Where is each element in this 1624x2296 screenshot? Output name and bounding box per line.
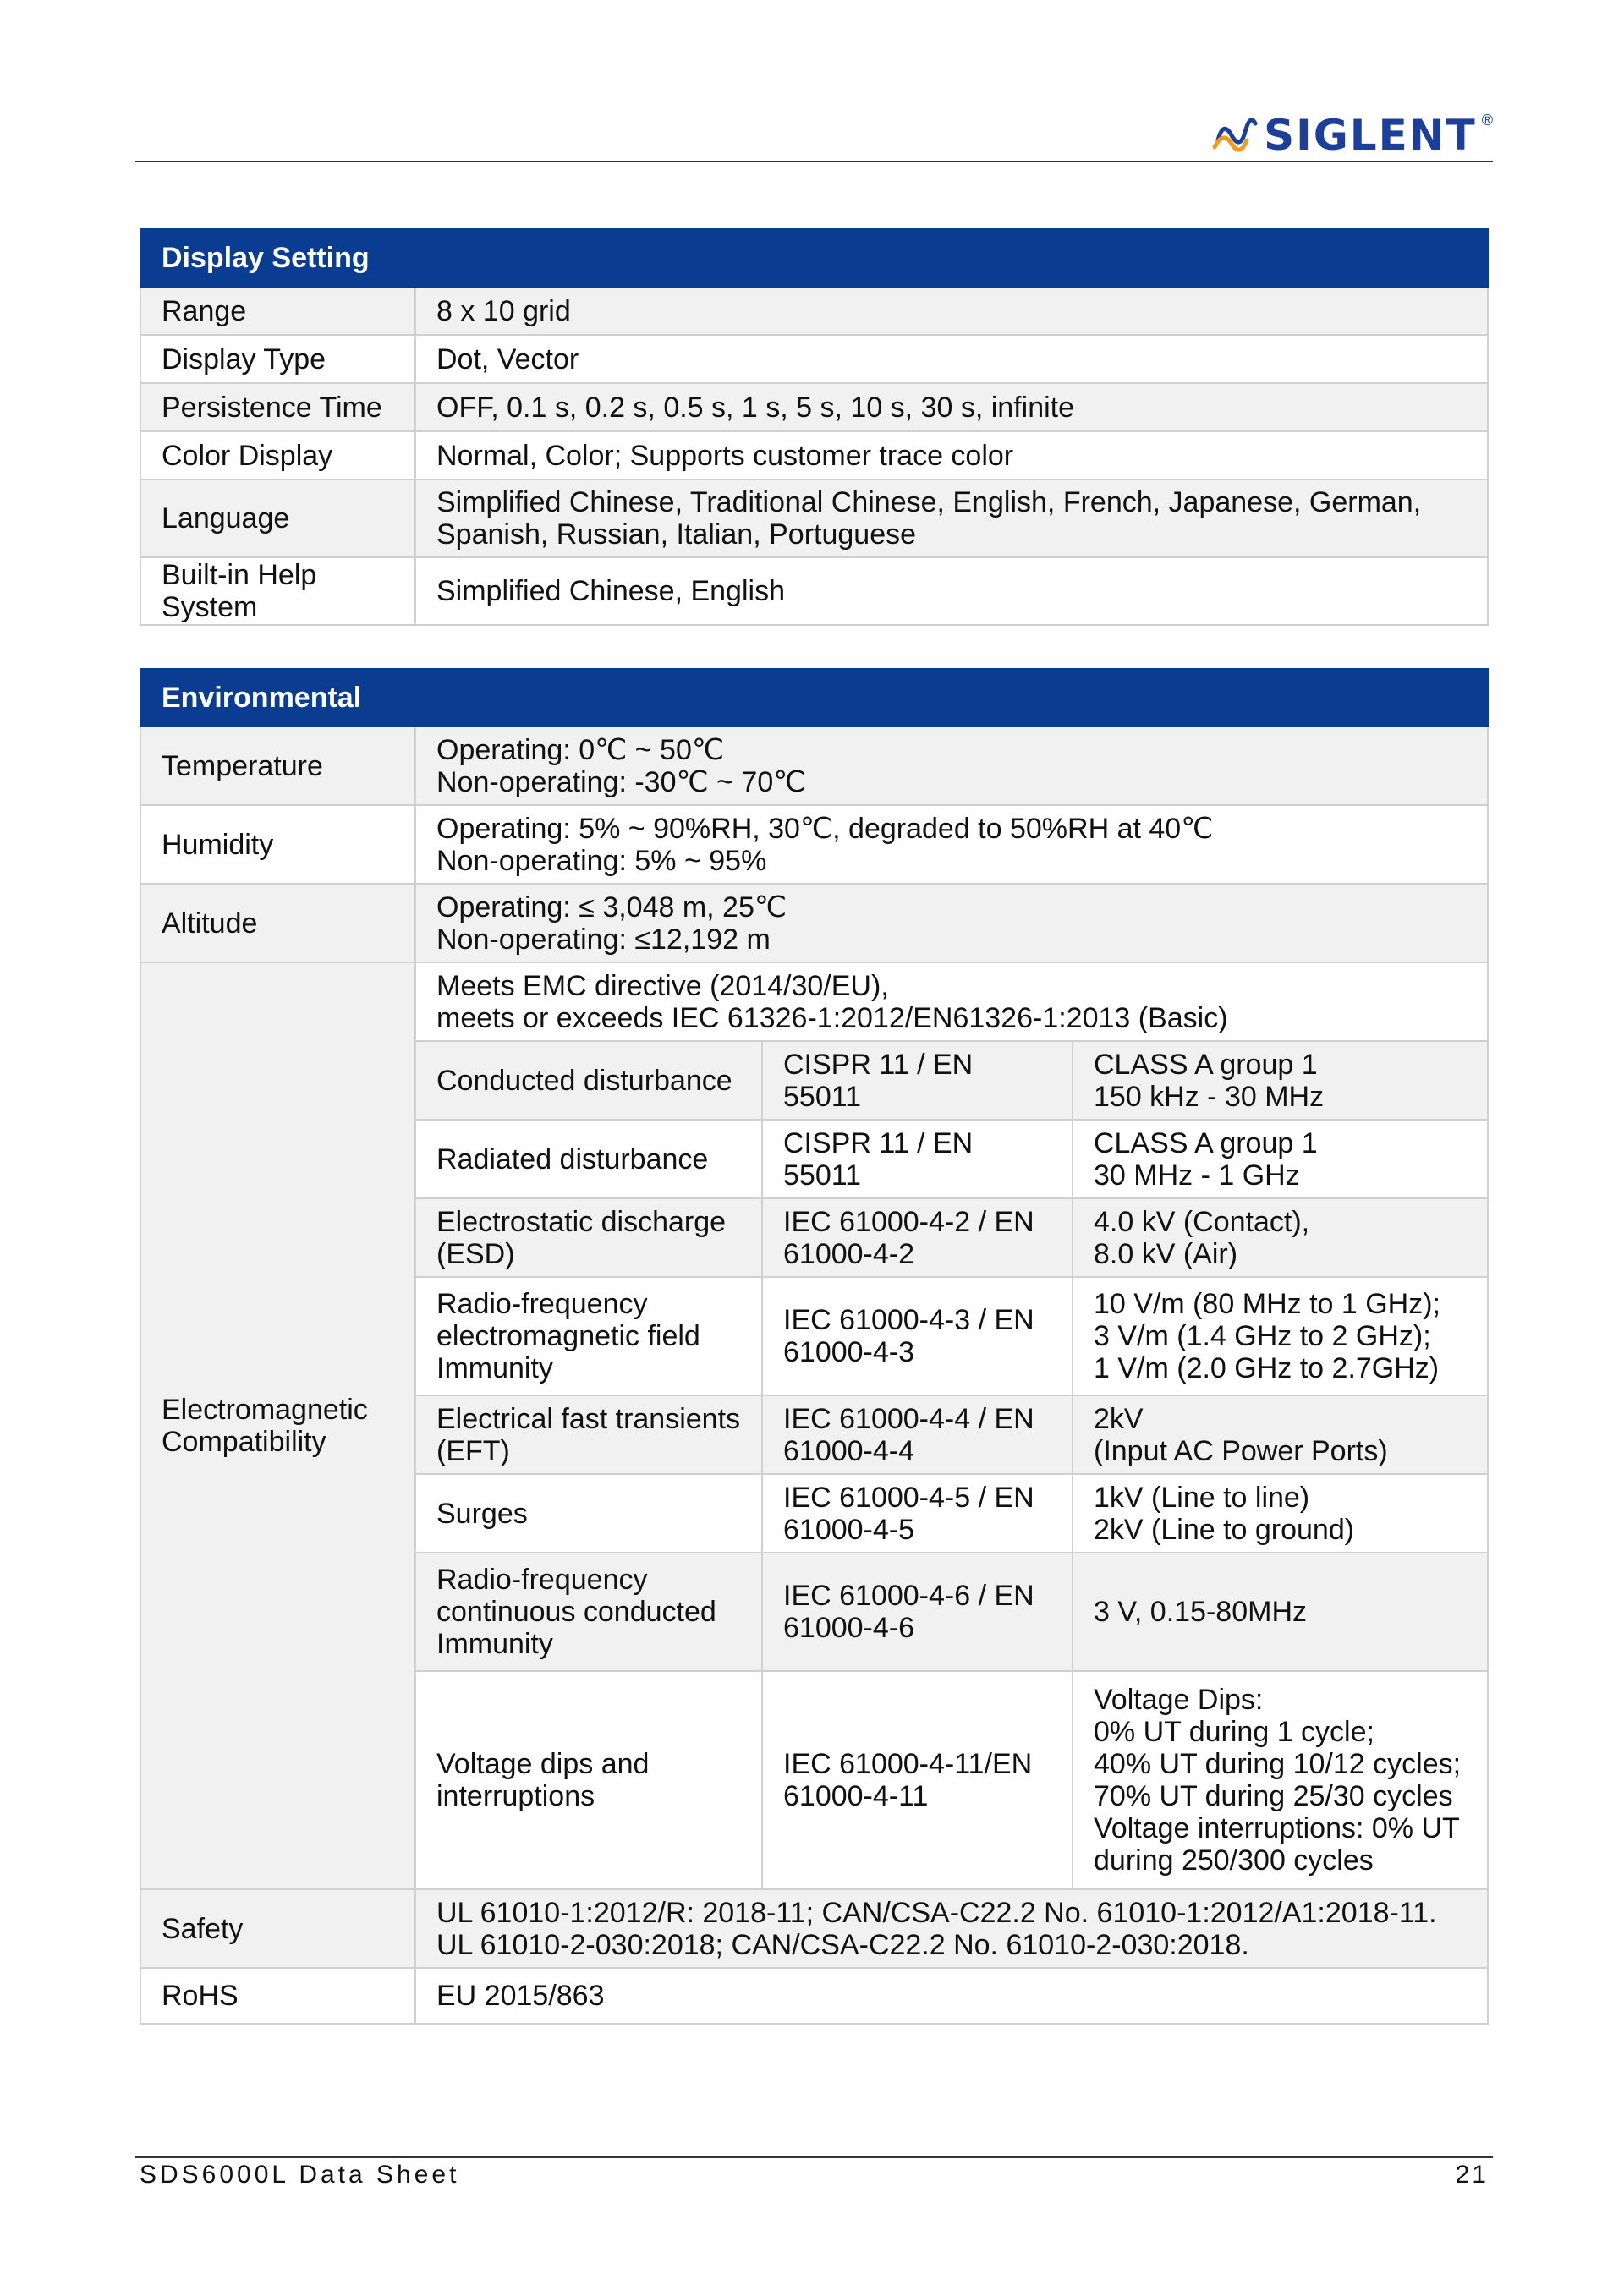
value-line: Simplified Chinese, English [436,575,785,607]
level-line: during 250/300 cycles [1094,1844,1374,1877]
level-line: CLASS A group 1 [1094,1048,1318,1081]
emc-standard [762,1277,1073,1395]
level-line: 10 V/m (80 MHz to 1 GHz); [1094,1288,1440,1320]
label-line: Display Type [162,342,326,375]
emc-level [1073,1474,1488,1553]
emc-standard [762,1553,1073,1671]
test-line: Immunity [436,1352,553,1384]
row-label [140,383,415,431]
row-label: RoHS [140,1968,415,2024]
row-label: Altitude [140,884,415,962]
emc-standard [762,1120,1073,1198]
row-label [140,479,415,557]
value-line: Normal, Color; Supports customer trace color [436,439,1014,472]
row-value [415,557,1488,625]
test-line: electromagnetic field [436,1320,700,1352]
test-line: Electrical fast transients [436,1402,741,1435]
level-line: 3 V, 0.15-80MHz [1094,1596,1307,1628]
value-line: UL 61010-1:2012/R: 2018-11; CAN/CSA-C22.2 No. 61010-1:2012/A1:2018-11. [436,1896,1437,1929]
emc-test [415,1277,762,1395]
label-line: Range [162,294,247,327]
value-line: Non-operating: ≤12,192 m [436,923,771,956]
value-line: meets or exceeds IEC 61326-1:2012/EN61326-1:2013 (Basic) [436,1001,1228,1034]
level-line: Voltage Dips: [1094,1684,1264,1716]
test-line: Radio-frequency [436,1288,648,1320]
test-line: Surges [436,1497,528,1530]
value-line: Meets EMC directive (2014/30/EU), [436,969,889,1002]
test-line: continuous conducted [436,1596,716,1628]
standard-line: CISPR 11 / EN [783,1048,974,1081]
test-line: (EFT) [436,1434,510,1467]
emc-standard [762,1198,1073,1277]
level-line: 4.0 kV (Contact), [1094,1205,1310,1238]
row-label: Safety [140,1889,415,1968]
level-line: Voltage interruptions: 0% UT [1094,1812,1460,1844]
level-line: 0% UT during 1 cycle; [1094,1716,1374,1748]
page-number: 21 [1455,2161,1489,2189]
row-value [415,805,1488,884]
section-title: Display Setting [140,229,1488,287]
label-line: Compatibility [162,1426,326,1458]
doc-title: SDS6000L Data Sheet [140,2161,460,2189]
row-label [140,287,415,335]
row-value [415,1889,1488,1968]
standard-line: IEC 61000-4-11/EN [783,1748,1033,1780]
emc-intro [415,962,1488,1041]
test-line: Immunity [436,1628,553,1660]
level-line: 2kV (Line to ground) [1094,1513,1355,1546]
test-line: (ESD) [436,1237,515,1270]
label-line: System [162,591,258,623]
row-value [415,726,1488,805]
standard-line: CISPR 11 / EN [783,1126,974,1159]
environmental-table [140,668,1489,2025]
level-line: CLASS A group 1 [1094,1126,1318,1159]
value-line: 8 x 10 grid [436,294,571,327]
value-line: Operating: 5% ~ 90%RH, 30℃, degraded to 50%RH at 40℃ [436,812,1214,845]
standard-line: 55011 [783,1159,862,1192]
value-line: Simplified Chinese, Traditional Chinese, English, French, Japanese, German, [436,486,1422,518]
emc-standard [762,1474,1073,1553]
value-line: Non-operating: 5% ~ 95% [436,844,767,877]
value-line: OFF, 0.1 s, 0.2 s, 0.5 s, 1 s, 5 s, 10 s, 30 s, infinite [436,391,1075,424]
level-line: (Input AC Power Ports) [1094,1434,1388,1467]
emc-standard [762,1041,1073,1120]
test-line: Conducted disturbance [436,1064,732,1097]
logo-wordmark: SIGLENT [1264,111,1477,160]
standard-line: IEC 61000-4-4 / EN [783,1402,1034,1435]
label-line: Persistence Time [162,391,382,424]
label-line: Color Display [162,439,333,472]
emc-level [1073,1553,1488,1671]
section-title: Environmental [140,669,1488,726]
value-line: Dot, Vector [436,342,579,375]
row-value [415,884,1488,962]
level-line: 1 V/m (2.0 GHz to 2.7GHz) [1094,1352,1440,1384]
footer-divider [135,2156,1493,2158]
row-label: Temperature [140,726,415,805]
emc-test [415,1120,762,1198]
standard-line: 61000-4-6 [783,1612,915,1644]
standard-line: 61000-4-4 [783,1434,915,1467]
emc-label [140,962,415,1889]
level-line: 8.0 kV (Air) [1094,1237,1238,1270]
emc-level [1073,1041,1488,1120]
level-line: 3 V/m (1.4 GHz to 2 GHz); [1094,1320,1431,1352]
row-label [140,335,415,383]
emc-standard [762,1395,1073,1474]
test-line: Electrostatic discharge [436,1205,727,1238]
label-line: Electromagnetic [162,1394,368,1426]
standard-line: 61000-4-5 [783,1513,915,1546]
standard-line: 61000-4-2 [783,1237,915,1270]
emc-level [1073,1277,1488,1395]
level-line: 70% UT during 25/30 cycles [1094,1780,1453,1812]
level-line: 150 kHz - 30 MHz [1094,1080,1325,1113]
emc-test [415,1474,762,1553]
siglent-wave-icon [1211,112,1259,159]
standard-line: 61000-4-3 [783,1336,915,1368]
value-line: Non-operating: -30℃ ~ 70℃ [436,765,806,798]
value-line: EU 2015/863 [436,1980,605,2012]
standard-line: 55011 [783,1080,862,1113]
siglent-logo [1211,110,1493,161]
standard-line: IEC 61000-4-6 / EN [783,1580,1034,1612]
value-line: Operating: ≤ 3,048 m, 25℃ [436,890,787,923]
header-divider [135,161,1493,162]
standard-line: IEC 61000-4-5 / EN [783,1481,1034,1514]
level-line: 2kV [1094,1402,1144,1435]
row-value [415,431,1488,479]
display-setting-table [140,228,1489,626]
level-line: 1kV (Line to line) [1094,1481,1310,1514]
emc-level [1073,1198,1488,1277]
test-line: interruptions [436,1780,595,1812]
standard-line: 61000-4-11 [783,1780,929,1812]
emc-level [1073,1395,1488,1474]
row-value [415,1968,1488,2024]
emc-level [1073,1120,1488,1198]
standard-line: IEC 61000-4-3 / EN [783,1304,1034,1336]
row-value [415,383,1488,431]
row-label [140,431,415,479]
row-label [140,557,415,625]
label-line: Built-in Help [162,559,317,591]
value-line: Operating: 0℃ ~ 50℃ [436,733,725,766]
row-label: Humidity [140,805,415,884]
test-line: Radiated disturbance [436,1143,709,1175]
standard-line: IEC 61000-4-2 / EN [783,1205,1034,1238]
test-line: Voltage dips and [436,1748,650,1780]
emc-level [1073,1671,1488,1889]
level-line: 40% UT during 10/12 cycles; [1094,1748,1462,1780]
label-line: Language [162,502,290,534]
value-line: UL 61010-2-030:2018; CAN/CSA-C22.2 No. 61010-2-030:2018. [436,1928,1249,1961]
emc-test [415,1553,762,1671]
row-value [415,479,1488,557]
emc-test [415,1041,762,1120]
row-value [415,287,1488,335]
emc-test [415,1395,762,1474]
emc-standard [762,1671,1073,1889]
level-line: 30 MHz - 1 GHz [1094,1159,1300,1192]
emc-test [415,1671,762,1889]
test-line: Radio-frequency [436,1564,648,1596]
emc-test [415,1198,762,1277]
row-value [415,335,1488,383]
value-line: Spanish, Russian, Italian, Portuguese [436,518,917,551]
registered-mark: ® [1481,112,1493,129]
